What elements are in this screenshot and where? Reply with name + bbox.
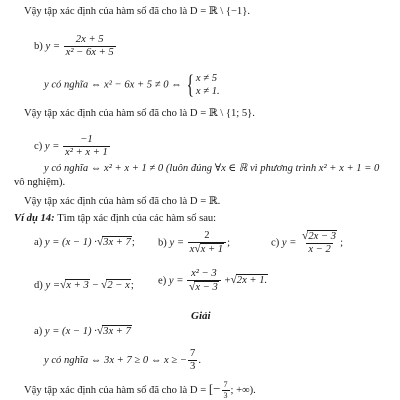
item-c-function: c) y = $\frac{-1}{\text{x² + x + 1}}$ — [34, 134, 108, 158]
solution-a-function: a) y = (x − 1) ·√3x + 7 — [34, 325, 131, 337]
solution-a-conclusion: Vậy tập xác định của hàm số đã cho là D = [− $\frac{7}{3}$ ; +∞). — [24, 380, 256, 400]
item-c-condition-cont: vô nghiệm). — [14, 177, 66, 188]
example-a: a) y = (x − 1) ·√3x + 7; — [34, 236, 135, 248]
example-b: b) y = $\frac{2}{x√x + 1}$ ; — [158, 230, 231, 255]
conclusion-line-b: Vậy tập xác định của hàm số đã cho là D = ℝ \ {1; 5}. — [24, 108, 255, 119]
item-b-condition: y có nghĩa ⇔ x² − 6x + 5 ≠ 0 ⇔ { x ≠ 5 x ≠ 1. — [44, 70, 220, 100]
item-b-function: b) y = $\frac{2x + 5}{\text{x² − 6x + 5}}$ — [34, 34, 114, 58]
conclusion-line-a: Vậy tập xác định của hàm số đã cho là D = ℝ \ {−1}. — [24, 6, 250, 17]
solution-heading: Giải — [191, 310, 211, 322]
example-d: d) y =√x + 3 − √2 − x; — [34, 279, 134, 291]
example-c: c) y = $\frac{√2x - 3}{x - 2}$ ; — [271, 230, 344, 256]
conclusion-line-c: Vậy tập xác định của hàm số đã cho là D = ℝ. — [24, 196, 221, 207]
example-14-heading: Ví dụ 14: Tìm tập xác định của các hàm số sau: — [14, 213, 217, 224]
solution-a-condition: y có nghĩa ⇔ 3x + 7 ≥ 0 ⇔ x ≥ − $\frac{7}{3}$ . — [44, 348, 201, 372]
item-c-condition: y có nghĩa ⇔ x² + x + 1 ≠ 0 (luôn đúng ∀x ∈ ℝ vì phương trình x² + x + 1 = 0 — [44, 163, 380, 174]
example-e: e) y = $\frac{\text{x² − 3}}{√x - 3}$ +√2x + 1. — [158, 268, 268, 293]
